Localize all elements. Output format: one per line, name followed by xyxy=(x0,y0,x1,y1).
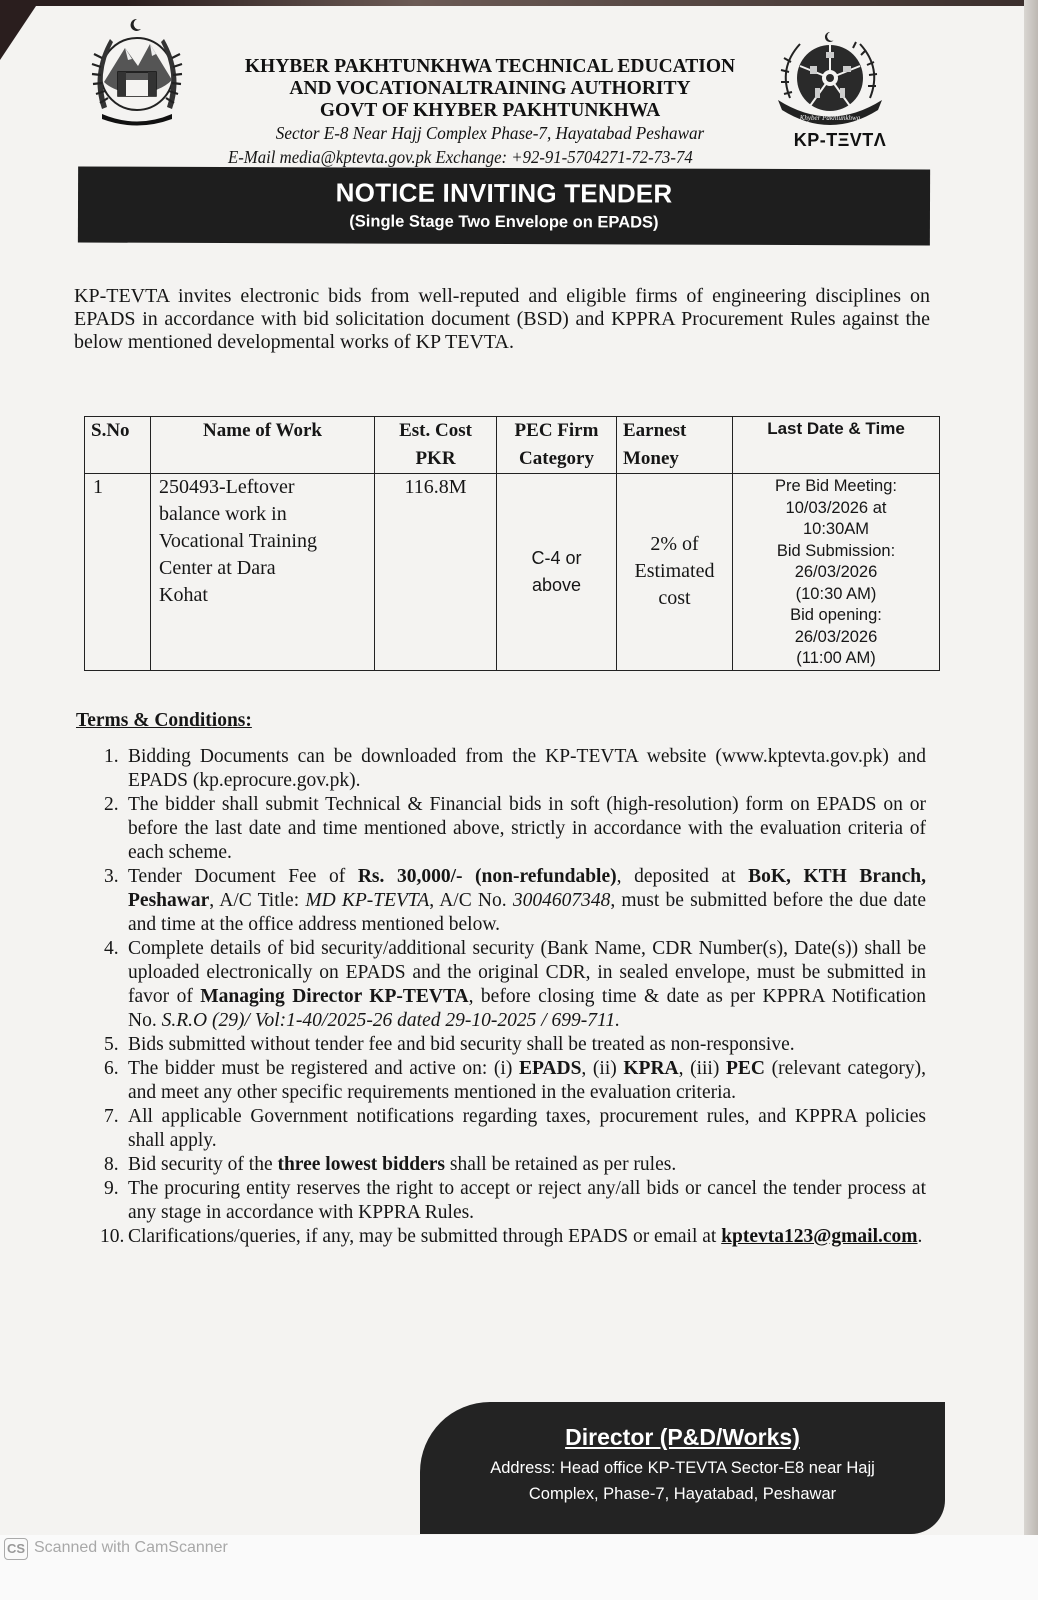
org-name-line-3: GOVT OF KHYBER PAKHTUNKHWA xyxy=(319,100,661,121)
terms-item xyxy=(104,745,926,793)
terms-item-number: 3. xyxy=(104,866,119,887)
terms-text: Bid security of the xyxy=(128,1154,278,1175)
terms-item-number: 10. xyxy=(100,1226,125,1247)
schedule-opening-date: 26/03/2026 xyxy=(794,627,878,646)
cell-earnest-money xyxy=(617,474,733,671)
camscanner-logo-icon: CS xyxy=(4,1538,28,1560)
cell-est-cost: 116.8M xyxy=(375,474,497,671)
notice-title: NOTICE INVITING TENDER xyxy=(335,177,673,209)
header-est-cost xyxy=(375,417,497,474)
org-name-line-2: AND VOCATIONALTRAINING AUTHORITY xyxy=(289,78,691,99)
terms-heading: Terms & Conditions: xyxy=(76,710,252,731)
terms-italic: 3004607348 xyxy=(512,890,611,911)
tender-table xyxy=(84,416,940,671)
terms-text: The procuring entity reserves the right to accept or reject any/all bids or cancel the tender process at any stage in accordance with KPPRA Rules. xyxy=(128,1178,926,1223)
terms-text: (relevant category), and meet any other specific requirements mentioned in the evaluation criteria. xyxy=(128,1058,926,1103)
terms-item xyxy=(100,1225,926,1249)
header-est-cost-line-1: Est. Cost xyxy=(399,420,472,441)
schedule-pre-bid-date: 10/03/2026 at xyxy=(785,498,887,517)
terms-item-number: 8. xyxy=(104,1154,119,1175)
terms-item-number: 4. xyxy=(104,938,119,959)
signature-block xyxy=(420,1402,945,1534)
signatory-address-line-1: Address: Head office KP-TEVTA Sector-E8 near Hajj xyxy=(490,1459,875,1477)
terms-text: Bidding Documents can be downloaded from the KP-TEVTA website (www.kptevta.gov.pk) and EPADS (kp.eprocure.gov.pk). xyxy=(128,746,926,791)
terms-text: Clarifications/queries, if any, may be submitted through EPADS or email at xyxy=(128,1226,722,1247)
schedule-pre-bid-label: Pre Bid Meeting: xyxy=(775,477,897,495)
name-line: Vocational Training xyxy=(159,530,317,552)
schedule-opening-label: Bid opening: xyxy=(790,606,882,624)
signatory-address-line-2: Complex, Phase-7, Hayatabad, Peshawar xyxy=(528,1485,837,1503)
schedule-opening-time: (11:00 AM) xyxy=(796,649,876,667)
signatory-address xyxy=(420,1451,945,1507)
terms-text: Complete details of bid security/additional security (Bank Name, CDR Number(s), Date(s)) shall be uploaded electronically on EPADS and the original CDR, in sealed envelope, must be submitted in favor of xyxy=(128,938,926,1007)
camscanner-watermark: Scanned with CamScanner xyxy=(34,1539,228,1556)
schedule-submission-time: (10:30 AM) xyxy=(795,584,877,603)
header-pec-category xyxy=(497,417,617,474)
header-est-cost-line-2: PKR xyxy=(415,448,456,469)
notice-banner xyxy=(78,167,930,246)
header-sno: S.No xyxy=(85,417,151,474)
header-last-date-time: Last Date & Time xyxy=(733,417,940,474)
header-pec-line-1: PEC Firm xyxy=(514,420,599,441)
terms-item xyxy=(104,1105,926,1153)
schedule-submission-date: 26/03/2026 xyxy=(794,563,878,581)
schedule-pre-bid-time: 10:30AM xyxy=(802,520,870,538)
terms-item xyxy=(104,865,926,937)
header-pec-line-2: Category xyxy=(519,448,594,469)
terms-text: Tender Document Fee of xyxy=(128,866,358,887)
tender-table-header xyxy=(85,417,940,474)
contact-email-link[interactable]: kptevta123@gmail.com xyxy=(721,1226,918,1247)
kp-govt-emblem-icon xyxy=(80,14,195,129)
terms-italic: S.R.O (29)/ Vol:1-40/2025-26 dated 29-10-2025 / 699-711. xyxy=(161,1010,620,1031)
terms-text: . xyxy=(917,1226,923,1247)
terms-text: The bidder shall submit Technical & Financial bids in soft (high-resolution) form on EPADS on or before the last date and time mentioned above, strictly in accordance with the evaluation criteria of each scheme. xyxy=(128,794,926,863)
terms-text: , A/C Title: xyxy=(209,890,306,911)
terms-item-number: 2. xyxy=(104,794,119,815)
terms-text: , (iii) xyxy=(678,1058,726,1079)
terms-emphasis: three lowest bidders xyxy=(277,1154,446,1175)
terms-item-number: 9. xyxy=(104,1178,119,1199)
header-earnest-money xyxy=(617,417,733,474)
org-name-line-1: KHYBER PAKHTUNKHWA TECHNICAL EDUCATION xyxy=(244,56,736,77)
schedule-submission-label: Bid Submission: xyxy=(776,541,896,560)
terms-text: , must be submitted before the due date and time at the office address mentioned below. xyxy=(128,890,926,935)
name-line: Center at Dara xyxy=(159,557,276,579)
terms-item xyxy=(104,1153,926,1177)
header-earnest-line-2: Money xyxy=(623,448,679,469)
intro-paragraph: KP-TEVTA invites electronic bids from well-reputed and eligible firms of engineering disciplines on EPADS in accordance with bid solicitation document (BSD) and KPPRA Procurement Rules against the below mentioned developmental works of KP TEVTA. xyxy=(74,285,930,353)
cell-last-date-time xyxy=(733,474,940,671)
money-line: 2% of xyxy=(650,533,699,556)
money-line: Estimated xyxy=(634,560,715,583)
letterhead xyxy=(0,0,1038,250)
notice-subtitle: (Single Stage Two Envelope on EPADS) xyxy=(349,212,659,232)
organization-block xyxy=(210,56,770,144)
terms-item xyxy=(104,1177,926,1225)
org-contact: E-Mail media@kptevta.gov.pk Exchange: +92-91-5704271-72-73-74 xyxy=(228,147,693,167)
signatory-title: Director (P&D/Works) xyxy=(565,1424,800,1450)
header-earnest-line-1: Earnest xyxy=(623,420,687,441)
terms-text: Bids submitted without tender fee and bid security shall be treated as non-responsive. xyxy=(128,1034,795,1055)
terms-text: , before closing time & date as per KPPRA Notification No. xyxy=(128,986,926,1031)
category-line: C-4 or xyxy=(531,547,582,568)
name-line: 250493-Leftover xyxy=(159,476,295,498)
name-line: Kohat xyxy=(159,584,208,606)
terms-item-number: 5. xyxy=(104,1034,119,1055)
terms-item-number: 6. xyxy=(104,1058,119,1079)
terms-emphasis: Rs. 30,000/- (non-refundable) xyxy=(357,866,617,887)
terms-emphasis: BoK, KTH Branch, Peshawar xyxy=(128,866,926,911)
terms-item xyxy=(104,937,926,1033)
org-address: Sector E-8 Near Hajj Complex Phase-7, Hayatabad Peshawar xyxy=(275,123,705,143)
cell-pec-category xyxy=(497,474,617,671)
kp-tevta-logo-caption: KP-TΞVTΛ xyxy=(793,130,887,150)
terms-emphasis: Managing Director KP-TEVTA xyxy=(200,986,469,1007)
cell-name-of-work xyxy=(151,474,375,671)
terms-text: All applicable Government notifications regarding taxes, procurement rules, and KPPRA policies shall apply. xyxy=(128,1106,926,1151)
terms-text: shall be retained as per rules. xyxy=(445,1154,677,1175)
terms-text: , (ii) xyxy=(581,1058,624,1079)
terms-emphasis: PEC xyxy=(725,1058,765,1079)
terms-text: The bidder must be registered and active on: (i) xyxy=(128,1058,519,1079)
terms-text: , A/C No. xyxy=(429,890,513,911)
name-line: balance work in xyxy=(159,503,287,525)
terms-item xyxy=(104,1057,926,1105)
cell-sno: 1 xyxy=(85,474,151,671)
category-line: above xyxy=(531,574,582,595)
terms-item xyxy=(104,1033,926,1057)
terms-item-number: 1. xyxy=(104,746,119,767)
terms-italic: MD KP-TEVTA xyxy=(305,890,430,911)
kp-tevta-emblem-icon xyxy=(770,28,890,128)
terms-item xyxy=(104,793,926,865)
terms-item-number: 7. xyxy=(104,1106,119,1127)
header-name-of-work: Name of Work xyxy=(151,417,375,474)
terms-text: , deposited at xyxy=(616,866,749,887)
emblem-ring-text: Khyber Pakhtunkhwa xyxy=(799,114,861,122)
table-row xyxy=(85,474,940,671)
money-line: cost xyxy=(658,587,691,610)
terms-emphasis: KPRA xyxy=(623,1058,679,1079)
terms-list xyxy=(100,745,926,1249)
terms-emphasis: EPADS xyxy=(518,1058,582,1079)
